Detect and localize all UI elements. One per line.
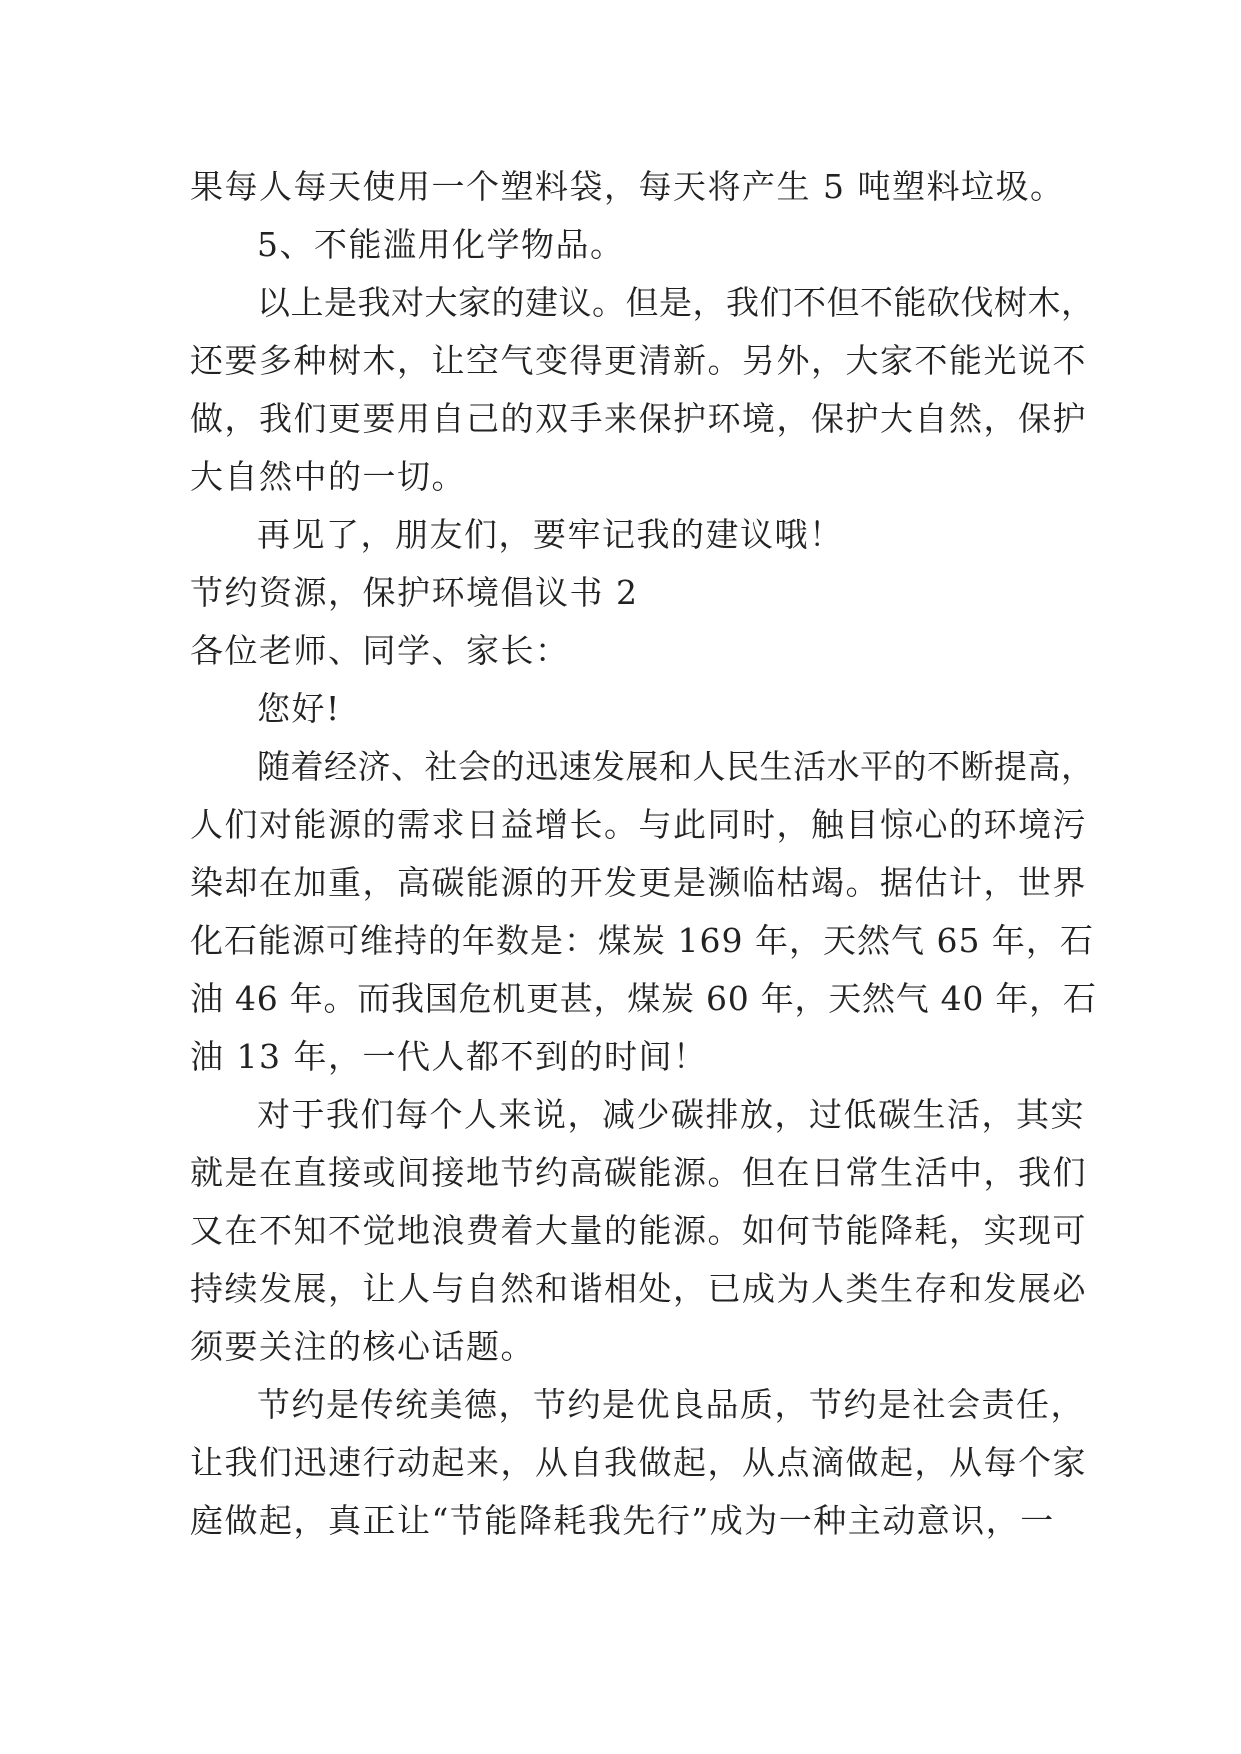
text-line: 还要多种树木，让空气变得更清新。另外，大家不能光说不 [190,341,1087,380]
text-line: 让我们迅速行动起来，从自我做起，从点滴做起，从每个家 [190,1443,1087,1482]
text-line: 庭做起，真正让“节能降耗我先行”成为一种主动意识，一 [190,1501,1055,1540]
text-line: 果每人每天使用一个塑料袋，每天将产生 5 吨塑料垃圾。 [190,167,1065,206]
text-line: 化石能源可维持的年数是：煤炭 169 年，天然气 65 年，石 [190,921,1094,960]
text-line: 对于我们每个人来说，减少碳排放，过低碳生活，其实 [257,1095,1085,1134]
greeting: 您好! [257,689,341,728]
text-line: 随着经济、社会的迅速发展和人民生活水平的不断提高， [257,747,1095,786]
section-title: 节约资源，保护环境倡议书 2 [190,573,639,612]
text-line: 以上是我对大家的建议。但是，我们不但不能砍伐树木， [257,283,1095,322]
text-line: 须要关注的核心话题。 [190,1327,535,1366]
text-line: 就是在直接或间接地节约高碳能源。但在日常生活中，我们 [190,1153,1087,1192]
text-line: 染却在加重，高碳能源的开发更是濒临枯竭。据估计，世界 [190,863,1087,902]
text-line: 又在不知不觉地浪费着大量的能源。如何节能降耗，实现可 [190,1211,1087,1250]
salutation: 各位老师、同学、家长： [190,631,570,670]
text-line: 油 13 年，一代人都不到的时间！ [190,1037,708,1076]
text-line: 5、不能滥用化学物品。 [257,225,625,264]
text-line: 做，我们更要用自己的双手来保护环境，保护大自然，保护 [190,399,1087,438]
text-line: 再见了，朋友们，要牢记我的建议哦！ [257,515,844,554]
text-line: 人们对能源的需求日益增长。与此同时，触目惊心的环境污 [190,805,1087,844]
text-line: 节约是传统美德，节约是优良品质，节约是社会责任， [257,1385,1085,1424]
text-line: 持续发展，让人与自然和谐相处，已成为人类生存和发展必 [190,1269,1087,1308]
text-line: 大自然中的一切。 [190,457,466,496]
text-line: 油 46 年。而我国危机更甚，煤炭 60 年，天然气 40 年，石 [190,979,1097,1018]
